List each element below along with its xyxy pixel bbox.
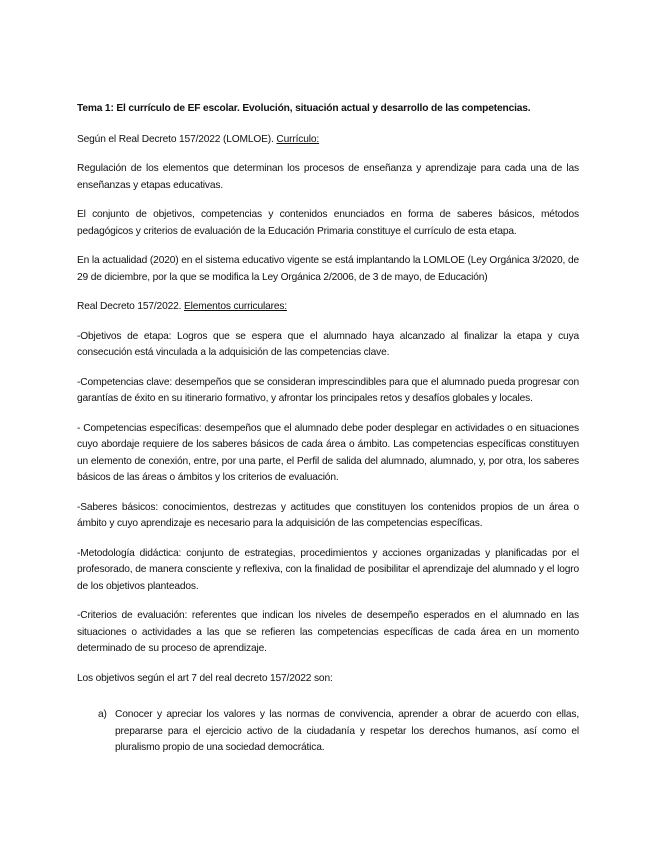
list-item <box>77 707 579 757</box>
paragraph-lomloe: En la actualidad (2020) en el sistema educativo vigente se está implantando la LOMLOE (Ley Orgánica 3/2020, de 29 de diciembre, por la que se modifica la Ley Orgánica 2/2006, de 3 de mayo, de Educación) <box>77 255 579 283</box>
paragraph-curriculum-definition: El conjunto de objetivos, competencias y contenidos enunciados en forma de saberes básicos, métodos pedagógicos y criterios de evaluación de la Educación Primaria constituye el currículo de esta etapa. <box>77 209 579 237</box>
paragraph-decree-elements <box>77 299 579 316</box>
paragraph-objetivos-etapa: -Objetivos de etapa: Logros que se espera que el alumnado haya alcanzado al finalizar la etapa y cuya consecución está vinculada a la adquisición de las competencias clave. <box>77 330 579 358</box>
paragraph-metodologia: -Metodología didáctica: conjunto de estrategias, procedimientos y acciones organizadas y planificadas por el profesorado, de manera consciente y reflexiva, con la finalidad de posibilitar el aprendizaje del alumnado y el logro de los objetivos planteados. <box>77 547 579 592</box>
underlined-heading-curriculo: Currículo: <box>276 133 320 145</box>
paragraph-decree-curriculum <box>77 132 579 149</box>
paragraph-criterios-evaluacion: -Criterios de evaluación: referentes que indican los niveles de desempeño esperados en el alumnado en las situaciones o actividades a las que se refieren las competencias específicas de cada área en un momento determinado de su proceso de aprendizaje. <box>77 610 579 654</box>
underlined-heading-elementos: Elementos curriculares: <box>184 301 287 312</box>
list-item-text: Conocer y apreciar los valores y las normas de convivencia, aprender a obrar de acuerdo con ellas, prepararse para el ejercicio activo de la ciudadanía y respetar los derechos humanos, así como el pluralismo propio de una sociedad democrática. <box>115 709 579 753</box>
paragraph-competencias-clave: -Competencias clave: desempeños que se consideran imprescindibles para que el alumnado pueda progresar con garantías de éxito en su itinerario formativo, y afrontar los principales retos y desafíos globales y locales. <box>77 376 579 404</box>
document-title: Tema 1: El currículo de EF escolar. Evolución, situación actual y desarrollo de las competencias. <box>77 103 531 114</box>
paragraph-competencias-especificas: - Competencias específicas: desempeños que el alumnado debe poder desplegar en actividades o en situaciones cuyo abordaje requiere de los saberes básicos de cada área o ámbito. Las competencias específicas constituyen un elemento de conexión, entre, por una parte, el Perfil de salida del alumnado, alumnado, y, por otra, los saberes básicos de las áreas o ámbitos y los criterios de evaluación. <box>77 422 579 483</box>
document-body <box>77 101 579 757</box>
paragraph-regulation: Regulación de los elementos que determinan los procesos de enseñanza y aprendizaje para cada una de las enseñanzas y etapas educativas. <box>77 163 579 191</box>
paragraph-saberes-basicos: -Saberes básicos: conocimientos, destrezas y actitudes que constituyen los contenidos propios de un área o ámbito y cuyo aprendizaje es necesario para la adquisición de las competencias específicas. <box>77 501 579 529</box>
paragraph-objetivos-intro: Los objetivos según el art 7 del real decreto 157/2022 son: <box>77 672 333 684</box>
paragraph-text: Según el Real Decreto 157/2022 (LOMLOE). <box>77 133 277 145</box>
paragraph-text: Real Decreto 157/2022. <box>77 301 184 312</box>
list-marker: a) <box>98 709 107 720</box>
